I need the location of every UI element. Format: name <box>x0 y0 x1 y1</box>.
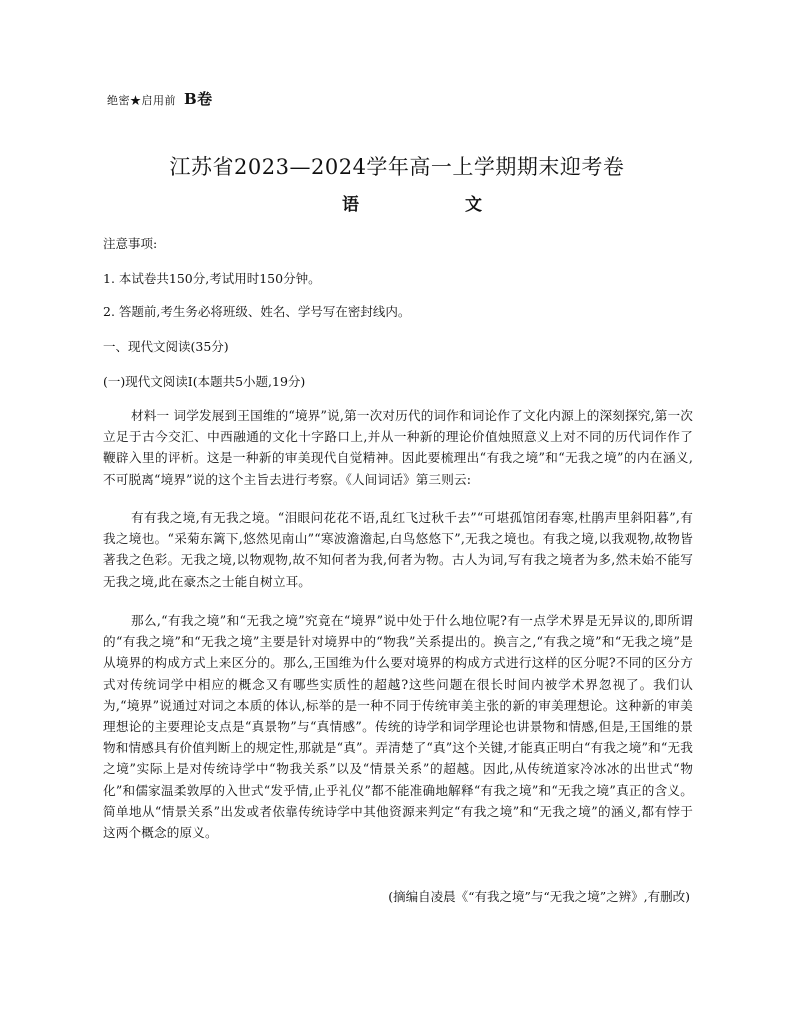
paper-version: B卷 <box>184 90 213 108</box>
note-item: 1. 本试卷共150分,考试用时150分钟。 <box>103 271 321 286</box>
passage-quote: 有有我之境,有无我之境。“泪眼问花花不语,乱红飞过秋千去”“可堪孤馆闭春寒,杜鹃声里斜阳暮”,有我之境也。“采菊东篱下,悠然见南山”“寒波澹澹起,白鸟悠悠下”,无我之境也。有我之境,以我观物,故物皆著我之色彩。无我之境,以物观物,故不知何者为我,何者为物。古人为词,写有我之境者为多,然未始不能写无我之境,此在豪杰之士能自树立耳。 <box>103 510 693 589</box>
exam-title: 江苏省2023—2024学年高一上学期期末迎考卷 <box>169 155 625 179</box>
note-item: 2. 答题前,考生务必将班级、姓名、学号写在密封线内。 <box>103 304 411 319</box>
confidential-label: 绝密★启用前 <box>107 94 176 107</box>
section-heading: 一、现代文阅读(35分) <box>103 339 229 354</box>
passage-paragraph: 那么,“有我之境”和“无我之境”究竟在“境界”说中处于什么地位呢?有一点学术界是无异议的,即所谓的“有我之境”和“无我之境”主要是针对境界中的“物我”关系提出的。换言之,“有我之境”和“无我之境”是从境界的构成方式上来区分的。那么,王国维为什么要对境界的构成方式进行这样的区分呢?不同的区分方式对传统词学中相应的概念又有哪些实质性的超越?这些问题在很长时间内被学术界忽视了。我们认为,“境界”说通过对词之本质的体认,标举的是一种不同于传统审美主张的新的审美理想论。这种新的审美理想论的主要理论支点是“真景物”与“真情感”。传统的诗学和词学理论也讲景物和情感,但是,王国维的景物和情感具有价值判断上的规定性,那就是“真”。弄清楚了“真”这个关键,才能真正明白“有我之境”和“无我之境”实际上是对传统诗学中“物我关系”以及“情景关系”的超越。因此,从传统道家冷冰冰的出世式“物化”和儒家温柔敦厚的入世式“发乎情,止乎礼仪”都不能准确地解释“有我之境”和“无我之境”真正的含义。简单地从“情景关系”出发或者依靠传统诗学中其他资源来判定“有我之境”和“无我之境”的涵义,都有悖于这两个概念的原义。 <box>103 613 693 841</box>
confidential-header <box>107 88 213 109</box>
notes-heading: 注意事项: <box>103 236 158 251</box>
subject-title: 语 文 <box>342 195 512 215</box>
section-subheading: (一)现代文阅读Ⅰ(本题共5小题,19分) <box>103 374 306 389</box>
passage-paragraph: 材料一 词学发展到王国维的“境界”说,第一次对历代的词作和词论作了文化内源上的深刻探究,第一次立足于古今交汇、中西融通的文化十字路口上,并从一种新的理论价值烛照意义上对不同的历代词作作了鞭辟入里的评析。这是一种新的审美现代自觉精神。因此要梳理出“有我之境”和“无我之境”的内在涵义,不可脱离“境界”说的这个主旨去进行考察。《人间词话》第三则云: <box>103 408 693 487</box>
passage-source: (摘编自凌晨《“有我之境”与“无我之境”之辨》,有删改) <box>388 889 690 904</box>
